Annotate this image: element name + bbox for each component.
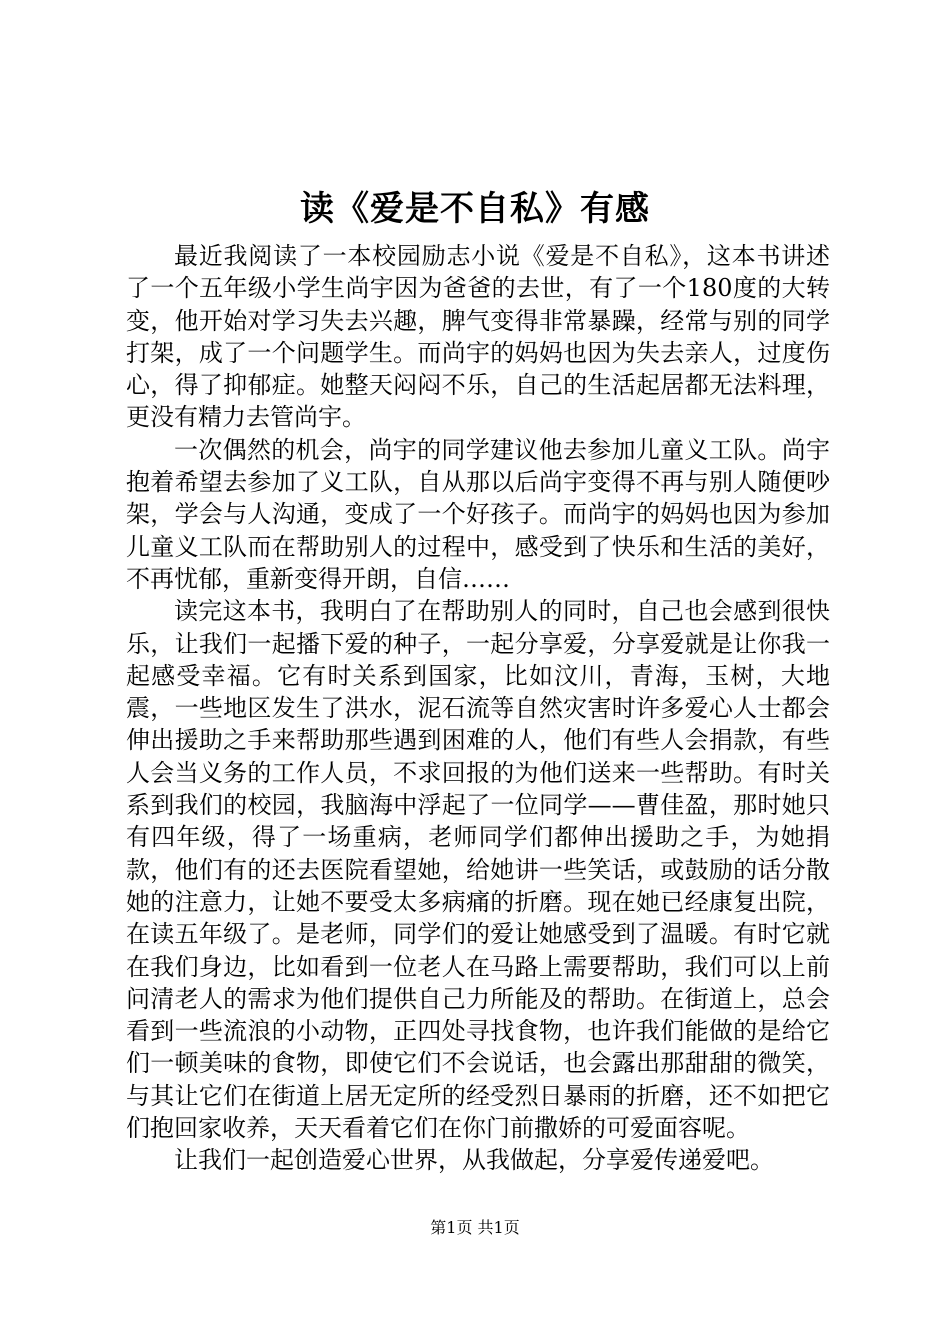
page-footer: 第1页 共1页 <box>430 1218 520 1237</box>
paragraph-3: 读完这本书，我明白了在帮助别人的同时，自己也会感到很快乐，让我们一起播下爱的种子，一起分享爱，分享爱就是让你我一起感受幸福。它有时关系到国家，比如汶川，青海，玉树，大地震，一些地区发生了洪水，泥石流等自然灾害时许多爱心人士都会伸出援助之手来帮助那些遇到困难的人，他们有些人会捐款，有些人会当义务的工作人员，不求回报的为他们送来一些帮助。有时关系到我们的校园，我脑海中浮起了一位同学——曹佳盈，那时她只有四年级，得了一场重病，老师同学们都伸出援助之手，为她捐款，他们有的还去医院看望她，给她讲一些笑话，或鼓励的话分散她的注意力，让她不要受太多病痛的折磨。现在她已经康复出院，在读五年级了。是老师，同学们的爱让她感受到了温暖。有时它就在我们身边，比如看到一位老人在马路上需要帮助，我们可以上前问清老人的需求为他们提供自己力所能及的帮助。在街道上，总会看到一些流浪的小动物，正四处寻找食物，也许我们能做的是给它们一顿美味的食物，即使它们不会说话，也会露出那甜甜的微笑，与其让它们在街道上居无定所的经受烈日暴雨的折磨，还不如把它们抱回家收养，天天看着它们在你门前撒娇的可爱面容呢。 <box>126 597 830 1143</box>
paragraph-1: 最近我阅读了一本校园励志小说《爱是不自私》，这本书讲述了一个五年级小学生尚宇因为爸爸的去世，有了一个180度的大转变，他开始对学习失去兴趣，脾气变得非常暴躁，经常与别的同学打架，成了一个问题学生。而尚宇的妈妈也因为失去亲人，过度伤心，得了抑郁症。她整天闷闷不乐，自己的生活起居都无法料理，更没有精力去管尚宇。 <box>126 242 830 432</box>
paragraph-2: 一次偶然的机会，尚宇的同学建议他去参加儿童义工队。尚宇抱着希望去参加了义工队，自从那以后尚宇变得不再与别人随便吵架，学会与人沟通，变成了一个好孩子。而尚宇的妈妈也因为参加儿童义工队而在帮助别人的过程中，感受到了快乐和生活的美好，不再忧郁，重新变得开朗，自信…… <box>126 435 830 593</box>
document-body <box>126 240 830 1177</box>
paragraph-4: 让我们一起创造爱心世界，从我做起，分享爱传递爱吧。 <box>174 1146 774 1175</box>
document-title: 读《爱是不自私》有感 <box>300 189 650 229</box>
